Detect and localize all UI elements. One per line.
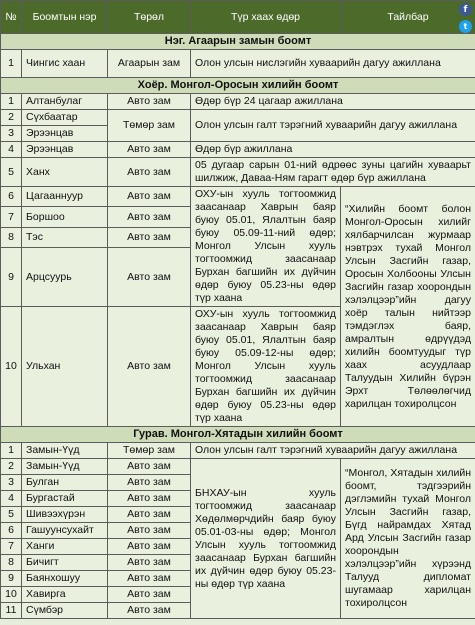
row-number: 7 <box>1 207 22 227</box>
port-name: Гашуунсухайт <box>22 523 108 539</box>
port-type: Төмөр зам <box>108 110 191 142</box>
port-name: Ханги <box>22 539 108 555</box>
header-num: № <box>1 1 22 34</box>
twitter-icon[interactable]: t <box>459 20 472 33</box>
row-number: 6 <box>1 187 22 207</box>
port-type: Авто зам <box>108 142 191 158</box>
port-name: Арцсуурь <box>22 248 108 307</box>
row-number: 1 <box>1 443 22 459</box>
port-type: Авто зам <box>108 507 191 523</box>
table-row <box>1 50 475 78</box>
port-name: Ханх <box>22 158 108 187</box>
port-name: Замын-Үүд <box>22 443 108 459</box>
row-number: 5 <box>1 158 22 187</box>
port-type: Авто зам <box>108 207 191 227</box>
row-number: 3 <box>1 126 22 142</box>
note: “Хилийн боомт болон Монгол-Оросын хилийг хялбарчилсан журмаар нэвтрэх тухай Монгол Улсын Засгийн газар, Оросын Холбооны Улсын Засгийн газар хоорондын хэлэлцээр”ийн дагуу хоёр талын нийтээр тэмдэглэх баяр, амралтын өдрүүдэд хилийн боомтуудыг түр хаах асуудлаар Талуудын Хилийн бүрэн Эрхт Төлөөлөгчид харилцан тохиролцсон <box>341 187 475 427</box>
port-type: Авто зам <box>108 158 191 187</box>
header-type: Төрөл <box>108 1 191 34</box>
row-number: 2 <box>1 459 22 475</box>
table-row <box>1 443 475 459</box>
port-type: Авто зам <box>108 94 191 110</box>
facebook-icon[interactable]: f <box>459 3 472 16</box>
port-name: Бичигт <box>22 555 108 571</box>
row-number: 2 <box>1 110 22 126</box>
row-number: 1 <box>1 94 22 110</box>
closure-time: 05 дугаар сарын 01-ний өдрөөс зуны цагийн хуваарьт шилжиж, Даваа-Ням гарагт өдөр бүр ажиллана <box>191 158 475 187</box>
port-name: Сүхбаатар <box>22 110 108 126</box>
header-time: Түр хаах өдөр <box>191 1 341 34</box>
row-number: 4 <box>1 142 22 158</box>
row-number: 6 <box>1 523 22 539</box>
port-name: Эрээнцав <box>22 142 108 158</box>
port-name: Боршоо <box>22 207 108 227</box>
port-name: Хавирга <box>22 587 108 603</box>
closure-time: Олон улсын галт тэрэгний хуваарийн дагуу ажиллана <box>191 443 475 459</box>
port-type: Авто зам <box>108 307 191 427</box>
table-row <box>1 110 475 126</box>
port-name: Чингис хаан <box>22 50 108 78</box>
note: “Монгол, Хятадын хилийн боомт, тэдгээрийн дэглэмийн тухай Монгол Улсын Засгийн газар, Бүгд найрамдах Хятад Ард Улсын Засгийн газар хоорондын хэлэлцээр”ийн хүрээнд Талууд дипломат шугамаар харилцан тохиролцсон <box>341 459 475 619</box>
port-name: Эрээнцав <box>22 126 108 142</box>
row-number: 10 <box>1 587 22 603</box>
section-title: Нэг. Агаарын замын боомт <box>1 34 475 50</box>
port-name: Цагааннуур <box>22 187 108 207</box>
port-type: Авто зам <box>108 248 191 307</box>
port-type: Авто зам <box>108 539 191 555</box>
port-type: Авто зам <box>108 459 191 475</box>
row-number: 5 <box>1 507 22 523</box>
table-row <box>1 158 475 187</box>
port-type: Авто зам <box>108 523 191 539</box>
section-title-row <box>1 34 475 50</box>
closure-time: Өдөр бүр ажиллана <box>191 142 475 158</box>
row-number: 4 <box>1 491 22 507</box>
row-number: 3 <box>1 475 22 491</box>
port-type: Авто зам <box>108 571 191 587</box>
row-number: 8 <box>1 227 22 247</box>
port-type: Авто зам <box>108 603 191 619</box>
port-name: Бургастай <box>22 491 108 507</box>
row-number: 9 <box>1 571 22 587</box>
port-type: Авто зам <box>108 555 191 571</box>
port-type: Авто зам <box>108 491 191 507</box>
port-type: Агаарын зам <box>108 50 191 78</box>
port-name: Шивээхүрэн <box>22 507 108 523</box>
closure-time: ОХУ-ын хууль тогтоомжид заасанаар Хаврын баяр буюу 05.01, Ялалтын баяр буюу 05.09-12-ны өдөр; Монгол Улсын хууль тогтоомжид заасанаар Бурхан багшийн их дүйчин өдөр буюу 05.23-ны өдөр түр хаана <box>191 307 341 427</box>
port-name: Баянхошуу <box>22 571 108 587</box>
closure-time: Олон улсын нислэгийн хуваарийн дагуу ажиллана <box>191 50 475 78</box>
port-name: Алтанбулаг <box>22 94 108 110</box>
table-row <box>1 187 475 207</box>
table-row <box>1 142 475 158</box>
closure-time: Өдөр бүр 24 цагаар ажиллана <box>191 94 475 110</box>
header-name: Боомтын нэр <box>22 1 108 34</box>
section-title: Гурав. Монгол-Хятадын хилийн боомт <box>1 427 475 443</box>
port-name: Сүмбэр <box>22 603 108 619</box>
table-row <box>1 94 475 110</box>
row-number: 10 <box>1 307 22 427</box>
row-number: 9 <box>1 248 22 307</box>
table-header <box>1 1 475 34</box>
row-number: 1 <box>1 50 22 78</box>
port-name: Булган <box>22 475 108 491</box>
closure-time: БНХАУ-ын хууль тогтоомжид заасанаар Хөдөлмөрчдийн баяр буюу 05.01-03-ны өдөр; Монгол Улсын хууль тогтоомжид заасанаар Бурхан багшийн их дүйчин өдөр буюу 05.23-ны өдөр түр хаана <box>191 459 341 619</box>
row-number: 11 <box>1 603 22 619</box>
section-title-row <box>1 78 475 94</box>
row-number: 7 <box>1 539 22 555</box>
port-type: Авто зам <box>108 587 191 603</box>
port-name: Замын-Үүд <box>22 459 108 475</box>
port-name: Тэс <box>22 227 108 247</box>
closure-time: Олон улсын галт тэрэгний хуваарийн дагуу ажиллана <box>191 110 475 142</box>
port-type: Авто зам <box>108 475 191 491</box>
closure-time: ОХУ-ын хууль тогтоомжид заасанаар Хаврын баяр буюу 05.01, Ялалтын баяр буюу 05.09-11-ний өдөр; Монгол Улсын хууль тогтоомжид заасанаар Бурхан багшийн их дүйчин өдөр буюу 05.23-ны өдөр түр хаана <box>191 187 341 307</box>
section-title: Хоёр. Монгол-Оросын хилийн боомт <box>1 78 475 94</box>
social-icons <box>459 3 472 33</box>
header-note: Тайлбар <box>341 1 475 34</box>
row-number: 8 <box>1 555 22 571</box>
port-name: Ульхан <box>22 307 108 427</box>
port-type: Авто зам <box>108 187 191 207</box>
section-title-row <box>1 427 475 443</box>
table-row <box>1 459 475 475</box>
port-type: Авто зам <box>108 227 191 247</box>
port-type: Төмөр зам <box>108 443 191 459</box>
